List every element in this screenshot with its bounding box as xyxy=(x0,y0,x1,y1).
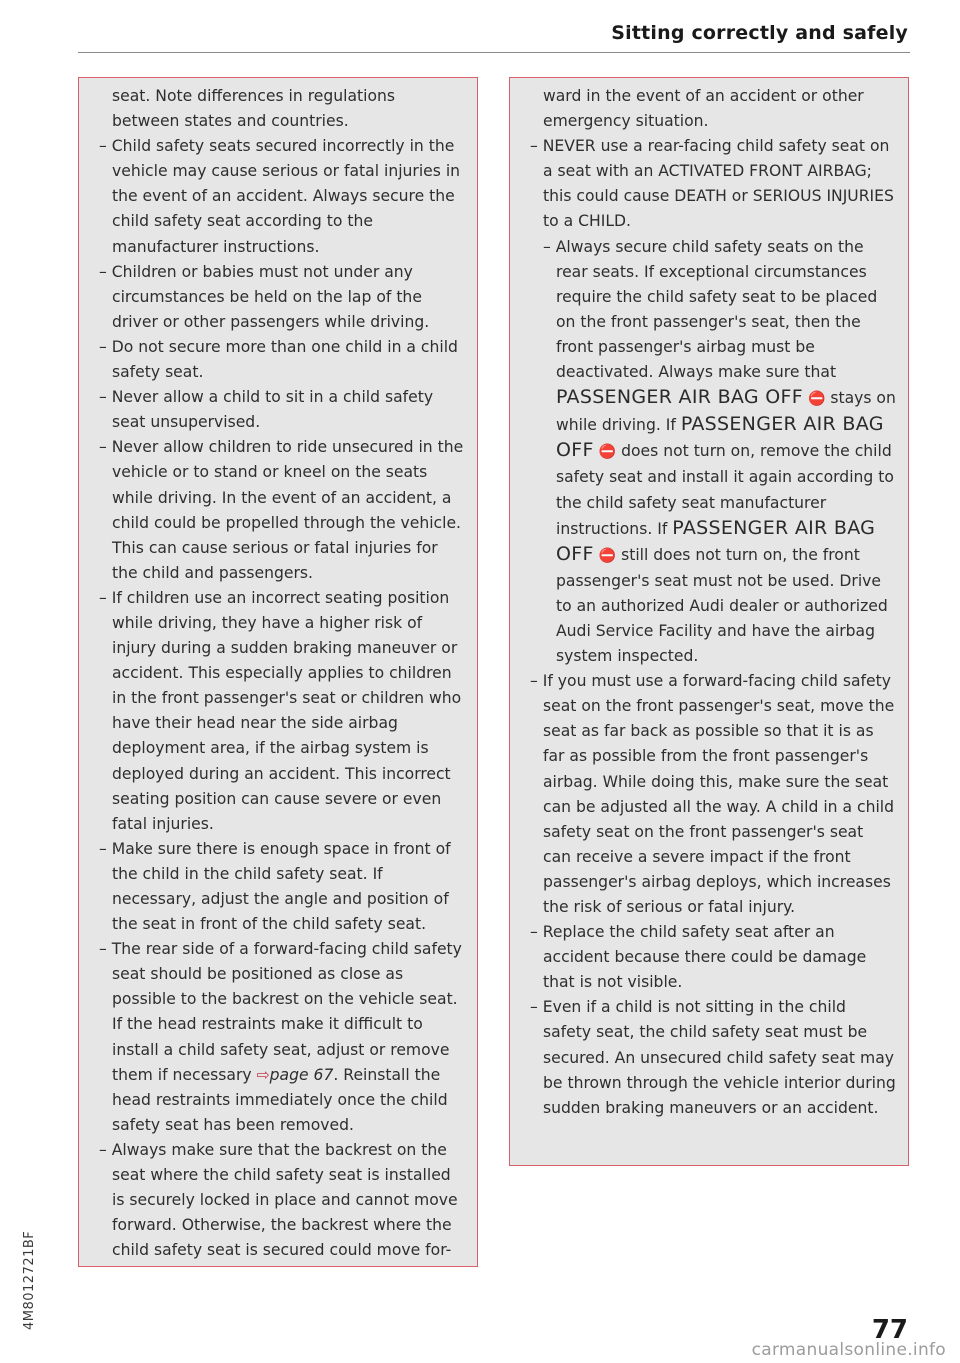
arrow-right-icon: ⇨ xyxy=(256,1065,270,1084)
warning-list-item: – NEVER use a rear-facing child safety seat on a seat with an ACTIVATED FRONT AIRBAG; this could cause DEATH or SERIOUS INJURIES to a CHILD. xyxy=(530,137,894,231)
page-number: 77 xyxy=(871,1315,908,1345)
item-text: – Always secure child safety seats on the rear seats. If exceptional circumstances require the child safety seat to be placed on the front passenger's seat, then the front passenger's airbag must be deactivated. Always make sure that xyxy=(543,237,878,382)
warning-list-item: – Always make sure that the backrest on the seat where the child safety seat is installed is securely locked in place and cannot move forward. Otherwise, the backrest where the child safety seat is secured could move for- xyxy=(99,1140,458,1260)
warning-intro-text: seat. Note differences in regulations between states and countries. xyxy=(112,87,396,131)
passenger-airbag-off-icon: ⛔ xyxy=(598,547,617,564)
passenger-airbag-off-icon: ⛔ xyxy=(598,444,617,461)
airbag-off-indicator-text: PASSENGER AIR BAG OFF xyxy=(556,516,876,565)
warning-box-right xyxy=(509,77,909,1166)
warning-list-item-head-restraints xyxy=(99,937,465,1138)
airbag-off-indicator-text: PASSENGER AIR BAG OFF xyxy=(556,413,884,462)
watermark: carmanualsonline.info xyxy=(751,1340,946,1360)
item-text: stays on while driving. If xyxy=(556,389,896,435)
warning-list-item: – Never allow a child to sit in a child safety seat unsupervised. xyxy=(99,388,434,432)
warning-box-left xyxy=(78,77,478,1267)
page-header-title: Sitting correctly and safely xyxy=(611,22,908,44)
document-code: 4M8012721BF xyxy=(22,1230,37,1330)
warning-list-item: – Never allow children to ride unsecured in the vehicle or to stand or kneel on the seats while driving. In the event of an accident, a child could be propelled through the vehicle. This can cause serious or fatal injuries for the child and passengers. xyxy=(99,438,464,582)
header-rule xyxy=(78,52,910,53)
warning-list-item: – Children or babies must not under any circumstances be held on the lap of the driver or other passengers while driving. xyxy=(99,262,430,331)
warning-sub-item-airbag-off xyxy=(530,235,896,670)
warning-list-item: – Even if a child is not sitting in the child safety seat, the child safety seat must be secured. An unsecured child safety seat may be thrown through the vehicle interior during sudden braking maneuvers or an accident. xyxy=(530,998,896,1117)
passenger-airbag-off-icon: ⛔ xyxy=(807,391,826,408)
warning-list-item: – Make sure there is enough space in front of the child in the child safety seat. If necessary, adjust the angle and position of the seat in front of the child safety seat. xyxy=(99,839,451,934)
item-text: still does not turn on, the front passenger's seat must not be used. Drive to an authorized Audi dealer or authorized Audi Service Facility and have the airbag system inspected. xyxy=(556,545,888,666)
warning-list-item: – Replace the child safety seat after an accident because there could be damage that is not visible. xyxy=(530,923,867,992)
item-text: does not turn on, remove the child safety seat and install it again according to the child safety seat manufacturer instructions. If xyxy=(556,442,894,538)
warning-list-item: – Child safety seats secured incorrectly in the vehicle may cause serious or fatal injuries in the event of an accident. Always secure the child safety seat according to the manufacturer instructions. xyxy=(99,137,461,256)
item-text: – The rear side of a forward-facing child safety seat should be positioned as close as possible to the backrest on the vehicle seat. If the head restraints make it difficult to install a child safety seat, adjust or remove them if necessary xyxy=(99,940,462,1084)
warning-list-item: – Do not secure more than one child in a child safety seat. xyxy=(99,337,458,382)
page-reference-link[interactable] xyxy=(257,1066,334,1084)
item-text: . Reinstall the head restraints immediately once the child safety seat has been removed. xyxy=(112,1065,448,1134)
warning-list-item: – If children use an incorrect seating position while driving, they have a higher risk of injury during a sudden braking maneuver or accident. This especially applies to children in the front passenger's seat or children who have their head near the side airbag deployment area, if the airbag system is deployed during an accident. This incorrect seating position can cause severe or even fatal injuries. xyxy=(99,588,462,833)
airbag-off-indicator-text: PASSENGER AIR BAG OFF xyxy=(556,386,803,409)
page-reference-text: page 67 xyxy=(269,1065,334,1084)
warning-list-item: – If you must use a forward-facing child safety seat on the front passenger's seat, move the seat as far back as possible so that it is as far as possible from the front passenger's airbag. While doing this, make sure the seat can be adjusted all the way. A child in a child safety seat on the front passenger's seat can receive a severe impact if the front passenger's airbag deploys, which increases the risk of serious or fatal injury. xyxy=(530,672,895,916)
warning-continuation-text: ward in the event of an accident or other emergency situation. xyxy=(543,87,864,131)
